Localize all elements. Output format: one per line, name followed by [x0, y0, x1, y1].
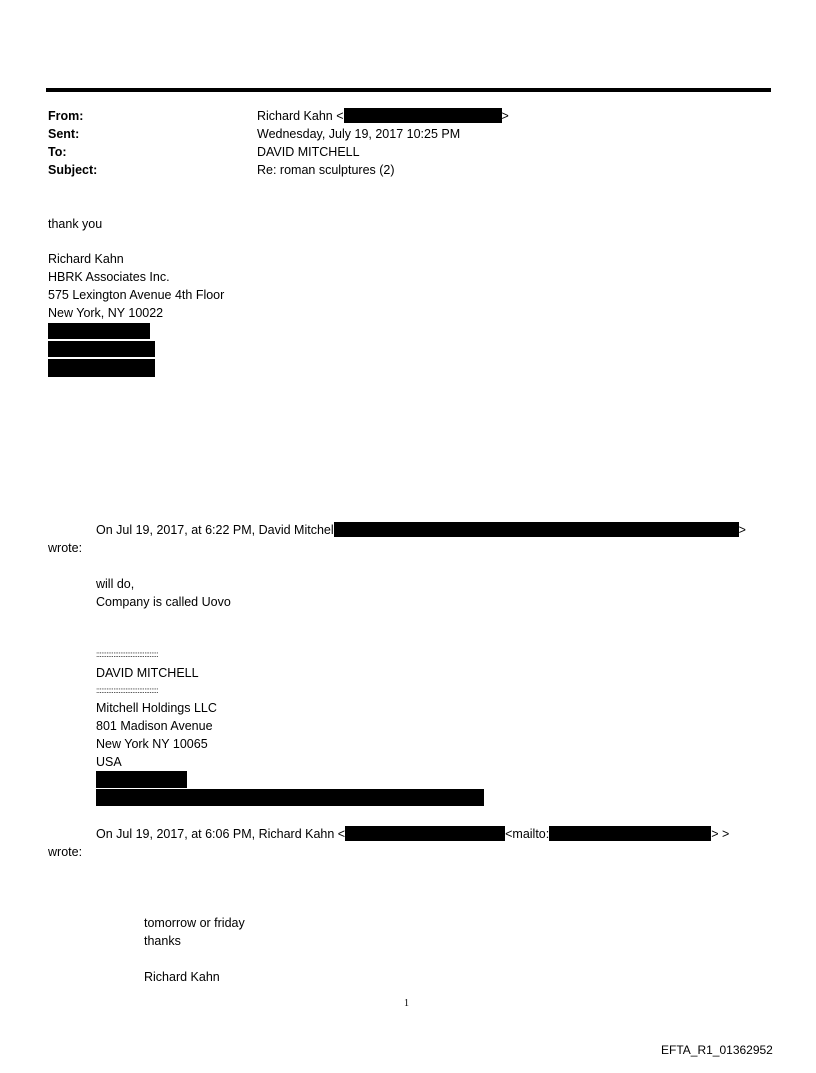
- sent-label: Sent:: [48, 127, 80, 141]
- quote-intro: [96, 521, 746, 539]
- quote-line: will do,: [96, 577, 135, 591]
- subject-label: Subject:: [48, 163, 98, 177]
- redaction-box: [96, 771, 187, 788]
- redaction-box: [48, 323, 150, 339]
- quote-signature: Richard Kahn: [144, 970, 220, 984]
- from-name: Richard Kahn <: [257, 109, 344, 123]
- from-label: From:: [48, 109, 84, 123]
- redaction-box: [48, 341, 155, 357]
- from-close: >: [501, 109, 509, 123]
- signature-line: Richard Kahn: [48, 252, 124, 266]
- sent-value: Wednesday, July 19, 2017 10:25 PM: [257, 127, 461, 141]
- redaction-box: [344, 108, 502, 123]
- quote-sig-line: Mitchell Holdings LLC: [96, 701, 217, 715]
- quote-line: thanks: [144, 934, 181, 948]
- quote-intro: [96, 825, 729, 843]
- quote-wrote: wrote:: [48, 541, 83, 555]
- dots-separator: ::::::::::::::::::::::::::::::::::::: [96, 650, 159, 659]
- signature-line: HBRK Associates Inc.: [48, 270, 170, 284]
- redaction-box: [48, 359, 155, 377]
- quote-line: Company is called Uovo: [96, 595, 231, 609]
- quote-intro-close: >: [738, 523, 746, 537]
- document-id: EFTA_R1_01362952: [661, 1043, 773, 1057]
- quote-sig-name: DAVID MITCHELL: [96, 666, 199, 680]
- quote-intro-text: On Jul 19, 2017, at 6:22 PM, David Mitchel: [96, 523, 334, 537]
- quote-intro-close: > >: [711, 827, 730, 841]
- redaction-box: [549, 826, 711, 841]
- signature-line: New York, NY 10022: [48, 306, 164, 320]
- subject-value: Re: roman sculptures (2): [257, 163, 395, 177]
- page-number: 1: [404, 998, 409, 1009]
- quote-sig-line: New York NY 10065: [96, 737, 208, 751]
- from-value: [257, 107, 509, 125]
- to-label: To:: [48, 145, 67, 159]
- mailto-text: <mailto:: [505, 827, 550, 841]
- dots-separator: ::::::::::::::::::::::::::::::::::::: [96, 686, 159, 695]
- redaction-box: [96, 789, 484, 806]
- greeting: thank you: [48, 217, 103, 231]
- signature-line: 575 Lexington Avenue 4th Floor: [48, 288, 225, 302]
- quote-line: tomorrow or friday: [144, 916, 245, 930]
- quote-wrote: wrote:: [48, 845, 83, 859]
- redaction-box: [345, 826, 505, 841]
- to-value: DAVID MITCHELL: [257, 145, 360, 159]
- quote-intro-text: On Jul 19, 2017, at 6:06 PM, Richard Kahn <: [96, 827, 346, 841]
- quote-sig-line: USA: [96, 755, 122, 769]
- header-rule: [46, 88, 771, 92]
- redaction-box: [334, 522, 739, 537]
- quote-sig-line: 801 Madison Avenue: [96, 719, 213, 733]
